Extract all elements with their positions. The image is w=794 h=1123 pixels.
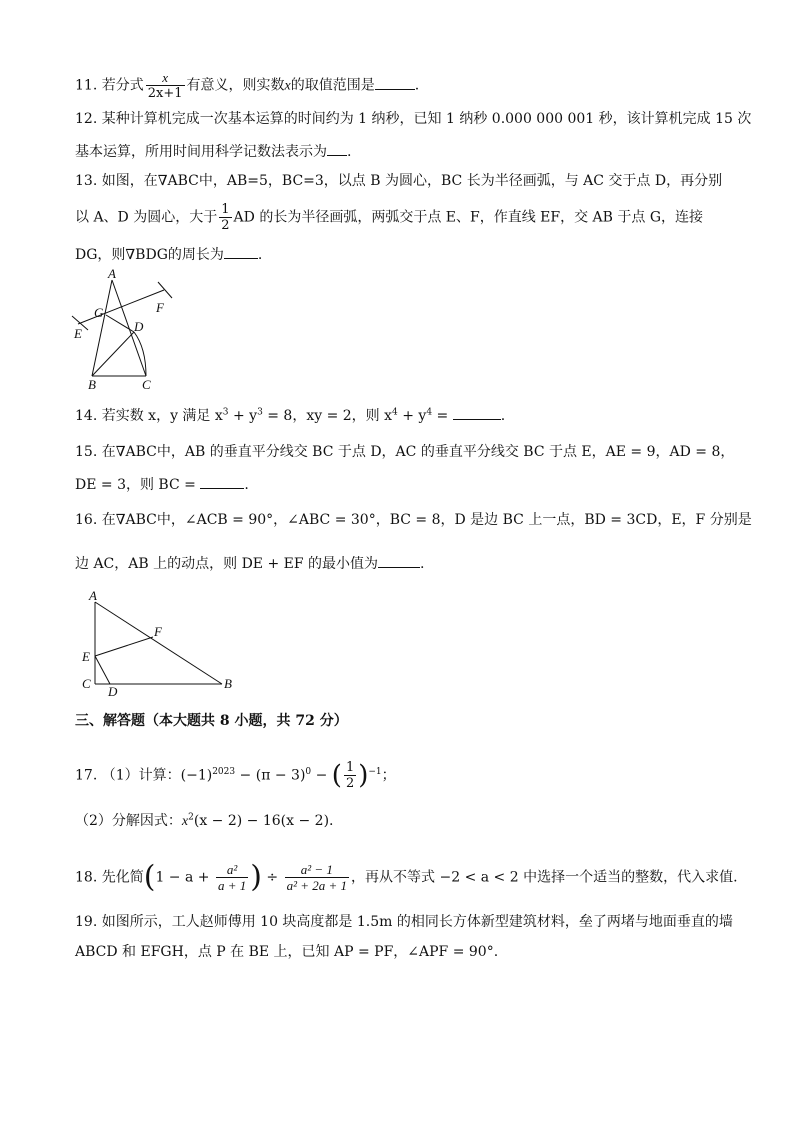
section-heading: 三、解答题（本大题共 8 小题，共 72 分）: [75, 713, 348, 729]
question-11: 11. 若分式 $\frac{x}{2x+1}$ 有意义，则实数x的取值范围是 .: [75, 70, 420, 101]
arc-bc: [134, 332, 146, 376]
arc-mark-f: [158, 282, 172, 298]
question-16: 16. 在∇ABC中，∠ACB = 90°，∠ABC = 30°，BC = 8，D 是边 BC 上一点，BD = 3CD，E，F 分别是: [75, 512, 752, 528]
segment-ab: [92, 280, 112, 376]
label-a: A: [108, 268, 116, 281]
answer-blank: [375, 75, 415, 90]
question-15: 15. 在∇ABC中，AB 的垂直平分线交 BC 于点 D，AC 的垂直平分线交 BC 于点 E，AE = 9，AD = 8，: [75, 444, 735, 460]
question-13: 13. 如图，在∇ABC中，AB=5，BC=3，以点 B 为圆心，BC 长为半径画弧，与 AC 交于点 D，再分别: [75, 173, 723, 189]
question-12-line2: 基本运算，所用时间用科学记数法表示为 .: [75, 141, 351, 161]
fraction: $\frac{\text{a²}}{a + 1}$: [217, 862, 247, 893]
q16-figure: [76, 584, 246, 696]
question-16-line2: 边 AC，AB 上的动点，则 DE + EF 的最小值为 .: [75, 553, 424, 573]
segment-ab: [95, 602, 222, 684]
question-17-part2: （2）分解因式：$x^2(x - 2) - 16(x - 2)$.: [75, 812, 334, 829]
label-c: C: [82, 676, 91, 691]
question-12: 12. 某种计算机完成一次基本运算的时间约为 1 纳秒，已知 1 纳秒 0.000 000 001 秒，该计算机完成 15 次: [75, 111, 752, 127]
label-e: E: [74, 326, 82, 341]
label-e: E: [82, 649, 90, 664]
fraction: $\frac{1}{2}$: [221, 202, 230, 233]
label-d: D: [108, 684, 118, 696]
segment-ed: [95, 656, 110, 684]
label-b: B: [88, 377, 96, 392]
question-19: 19. 如图所示，工人赵师傅用 10 块高度都是 1.5m 的相同长方体新型建筑材料，垒了两堵与地面垂直的墙: [75, 914, 733, 930]
answer-blank: [453, 405, 501, 420]
label-d: D: [134, 319, 144, 334]
label-b: B: [224, 676, 232, 691]
segment-gd: [106, 315, 134, 332]
label-a: A: [89, 588, 97, 603]
line-ef: [78, 290, 164, 324]
fraction: $\frac{1}{2}$: [345, 760, 355, 791]
question-14: 14. 若实数 x，y 满足 $x^3 + y^3 = 8$，xy = 2，则 $x^4 + y^4$ = .: [75, 405, 505, 425]
q13-figure: [62, 268, 182, 392]
answer-blank: [200, 474, 244, 489]
question-15-line2: DE = 3，则 BC = .: [75, 474, 249, 494]
question-18: 18. 先化简(1 − a + $\frac{\text{a²}}{a + 1}$ ) ÷ $\frac{\text{a² − 1}}{\text{a² + 2a + 1}}$ ，再从不等式 −2 < a < 2 中选择一个适当的整数，代入求值.: [75, 859, 738, 895]
fraction: $\frac{x}{2x+1}$: [147, 70, 183, 101]
label-g: G: [94, 305, 104, 320]
label-f: F: [156, 300, 164, 315]
answer-blank: [327, 141, 347, 156]
segment-ef: [95, 637, 153, 656]
label-c: C: [142, 377, 151, 392]
question-13-line2: 以 A、D 为圆心，大于 $\frac{1}{2}$ AD 的长为半径画弧，两弧交于点 E、F，作直线 EF，交 AB 于点 G，连接: [75, 202, 704, 233]
fraction: $\frac{\text{a² − 1}}{\text{a² + 2a + 1}}$: [286, 862, 348, 893]
label-f: F: [154, 624, 162, 639]
question-19-line2: ABCD 和 EFGH，点 P 在 BE 上，已知 AP = PF，∠APF = 90°.: [75, 944, 499, 960]
question-17-part1: 17. （1）计算：$(-1)^{2023} - (\pi - 3)^0$ − ( $\frac{1}{2}$ )$^{-1}$；: [75, 760, 396, 791]
answer-blank: [224, 244, 258, 259]
question-13-line3: DG，则∇BDG的周长为 .: [75, 244, 262, 264]
answer-blank: [378, 553, 420, 568]
segment-bd: [92, 332, 134, 376]
